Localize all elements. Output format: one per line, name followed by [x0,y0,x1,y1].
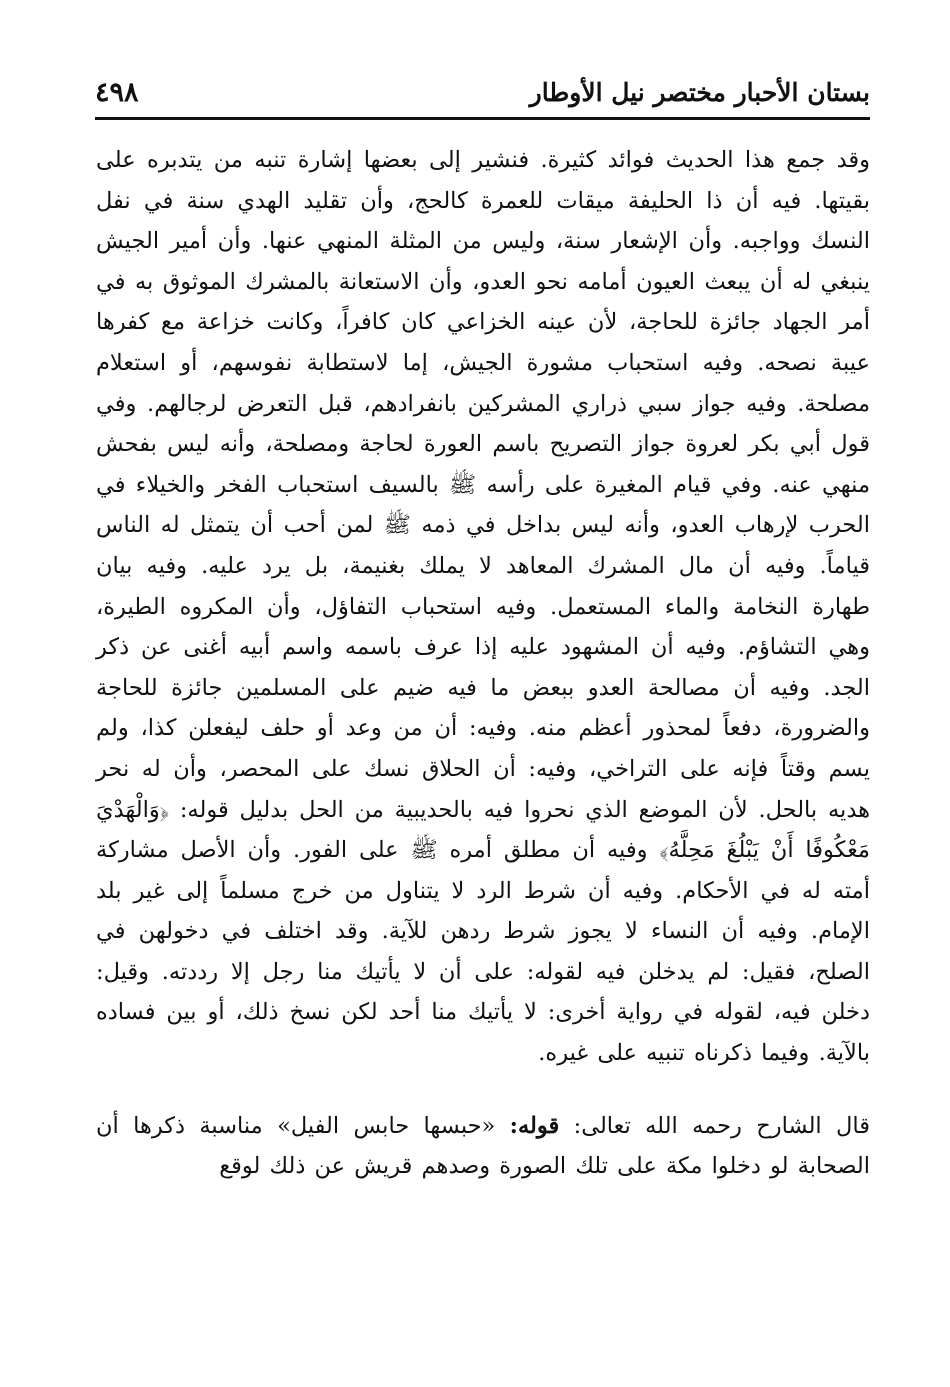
paragraph-commentary [96,1106,870,1187]
commentary-term: قوله: [509,1112,560,1139]
header-divider [95,117,870,120]
commentary-rest: «حبسها حابس الفيل» مناسبة ذكرها أن الصحابة لو دخلوا مكة على تلك الصورة وصدهم قريش عن ذلك لوقع [96,1112,870,1180]
page-number: ٤٩٨ [95,76,139,108]
running-title: بستان الأحبار مختصر نيل الأوطار [529,77,870,107]
page-header [95,70,870,114]
main-text [96,140,870,1187]
paragraph-hadith-benefits: وقد جمع هذا الحديث فوائد كثيرة. فنشير إلى بعضها إشارة تنبه من يتدبره على بقيتها. فيه أن ذا الحليفة ميقات للعمرة كالحج، وأن تقليد الهدي سنة في نفل النسك وواجبه. وأن الإشعار سنة، وليس من المثلة المنهي عنها. وأن أمير الجيش ينبغي له أن يبعث العيون أمامه نحو العدو، وأن الاستعانة بالمشرك الموثوق به في أمر الجهاد جائزة للحاجة، لأن عينه الخزاعي كان كافراً، وكانت خزاعة مع كفرها عيبة نصحه. وفيه استحباب مشورة الجيش، إما لاستطابة نفوسهم، أو استعلام مصلحة. وفيه جواز سبي ذراري المشركين بانفرادهم، قبل التعرض لرجالهم. وفي قول أبي بكر لعروة جواز التصريح باسم العورة لحاجة ومصلحة، وأنه ليس بفحش منهي عنه. وفي قيام المغيرة على رأسه ﷺ بالسيف استحباب الفخر والخيلاء في الحرب لإرهاب العدو، وأنه ليس بداخل في ذمه ﷺ لمن أحب أن يتمثل له الناس قياماً. وفيه أن مال المشرك المعاهد لا يملك بغنيمة، بل يرد عليه. وفيه بيان طهارة النخامة والماء المستعمل. وفيه استحباب التفاؤل، وأن المكروه الطيرة، وهي التشاؤم. وفيه أن المشهود عليه إذا عرف باسمه واسم أبيه أغنى عن ذكر الجد. وفيه أن مصالحة العدو ببعض ما فيه ضيم على المسلمين جائزة للحاجة والضرورة، دفعاً لمحذور أعظم منه. وفيه: أن من وعد أو حلف ليفعلن كذا، ولم يسم وقتاً فإنه على التراخي، وفيه: أن الحلاق نسك على المحصر، وأن له نحر هديه بالحل. لأن الموضع الذي نحروا فيه بالحديبية من الحل بدليل قوله: ﴿وَالْهَدْيَ مَعْكُوفًا أَنْ يَبْلُغَ مَحِلَّهُ﴾ وفيه أن مطلق أمره ﷺ على الفور. وأن الأصل مشاركة أمته له في الأحكام. وفيه أن شرط الرد لا يتناول من خرج مسلماً إلى غير بلد الإمام. وفيه أن النساء لا يجوز شرط ردهن للآية. وقد اختلف في دخولهن في الصلح، فقيل: لم يدخلن فيه لقوله: على أن لا يأتيك منا رجل إلا رددته. وقيل: دخلن فيه، لقوله في رواية أخرى: لا يأتيك منا أحد لكن نسخ ذلك، أو بين فساده بالآية. وفيما ذكرناه تنبيه على غيره. [96,147,870,1067]
commentary-lead: قال الشارح رحمه الله تعالى: [573,1112,870,1139]
